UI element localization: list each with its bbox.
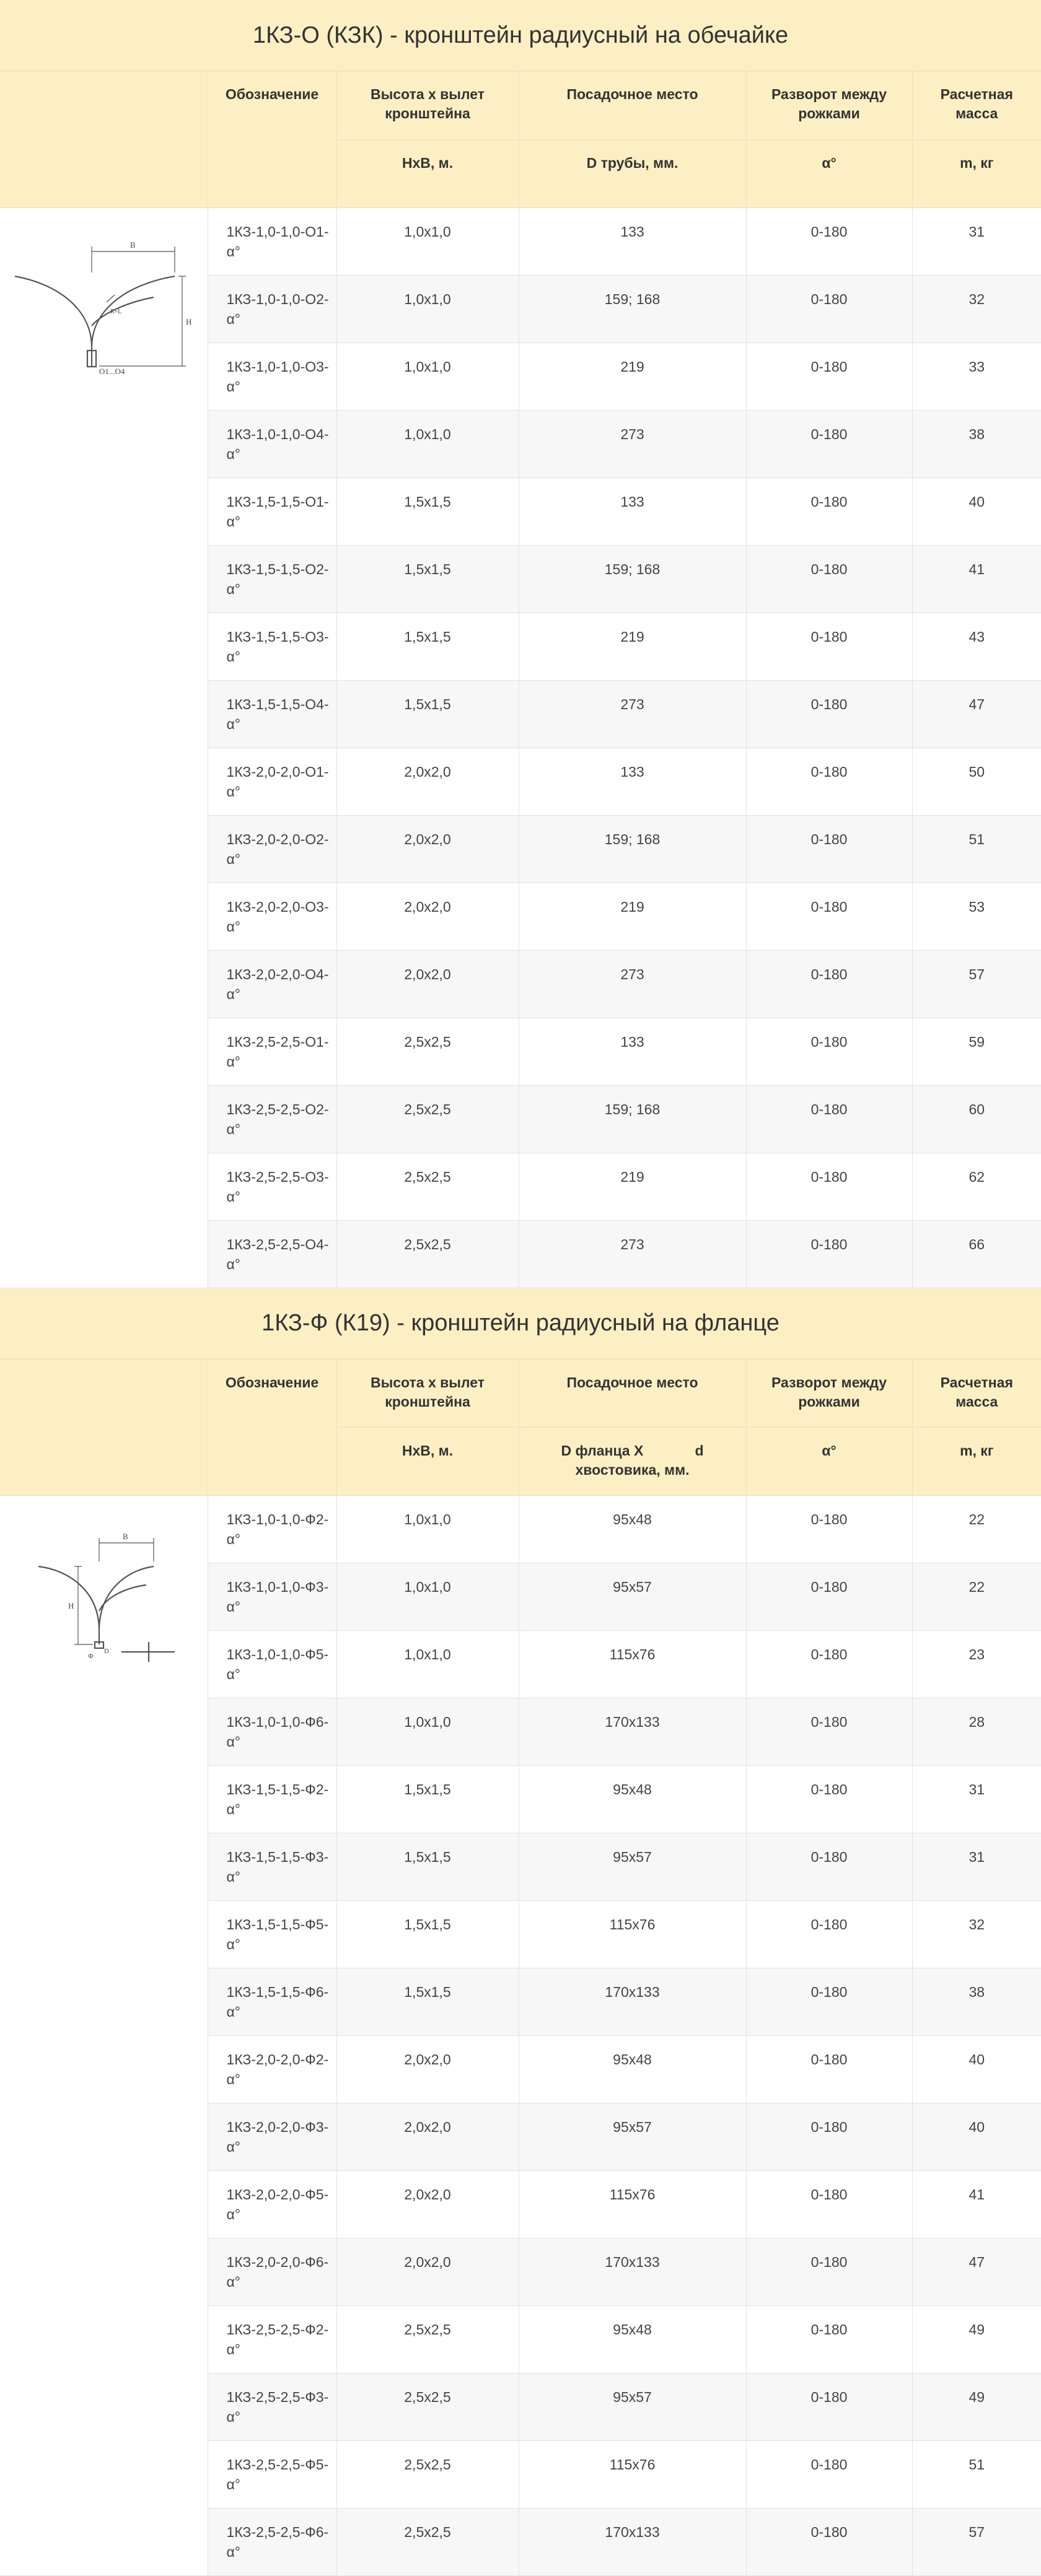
header-seat: Посадочное место [519, 71, 746, 139]
cell-seat: 159; 168 [519, 815, 746, 883]
cell-seat: 273 [519, 410, 746, 478]
cell-mass: 31 [912, 1766, 1041, 1833]
cell-rotation: 0-180 [746, 1631, 912, 1698]
cell-seat: 219 [519, 883, 746, 950]
header-hv: Высота х вылет кронштейна [336, 71, 519, 139]
cell-seat: 170х133 [519, 2238, 746, 2306]
header-name: Обозначение [208, 1360, 336, 1496]
cell-rotation: 0-180 [746, 2036, 912, 2103]
cell-rotation: 0-180 [746, 1220, 912, 1288]
cell-name: 1КЗ-2,0-2,0-О2-α° [208, 815, 336, 883]
header-blank [0, 71, 208, 207]
header-mass-unit: m, кг [912, 139, 1041, 207]
header-name: Обозначение [208, 71, 336, 207]
header-rotation-unit: α° [746, 139, 912, 207]
bracket-drawing [0, 233, 204, 375]
header-seat-unit: D трубы, мм. [519, 139, 746, 207]
spec-table [0, 71, 1041, 1288]
cell-name: 1КЗ-1,5-1,5-Ф5-α° [208, 1901, 336, 1968]
cell-rotation: 0-180 [746, 1496, 912, 1563]
cell-seat: 159; 168 [519, 545, 746, 613]
cell-name: 1КЗ-1,5-1,5-О4-α° [208, 680, 336, 748]
cell-hv: 2,0х2,0 [336, 2036, 519, 2103]
cell-seat: 219 [519, 1153, 746, 1220]
cell-name: 1КЗ-2,5-2,5-Ф3-α° [208, 2373, 336, 2441]
cell-rotation: 0-180 [746, 2238, 912, 2306]
cell-mass: 40 [912, 478, 1041, 545]
cell-name: 1КЗ-2,0-2,0-О4-α° [208, 950, 336, 1018]
cell-rotation: 0-180 [746, 2171, 912, 2238]
cell-hv: 1,5х1,5 [336, 1968, 519, 2036]
cell-mass: 38 [912, 410, 1041, 478]
cell-name: 1КЗ-1,5-1,5-О3-α° [208, 613, 336, 680]
cell-name: 1КЗ-1,0-1,0-О4-α° [208, 410, 336, 478]
cell-hv: 2,0х2,0 [336, 2171, 519, 2238]
cell-seat: 115х76 [519, 2171, 746, 2238]
cell-hv: 2,5х2,5 [336, 2306, 519, 2373]
header-mass: Расчетная масса [912, 1360, 1041, 1428]
cell-name: 1КЗ-2,5-2,5-О2-α° [208, 1085, 336, 1153]
cell-seat: 159; 168 [519, 275, 746, 343]
cell-mass: 23 [912, 1631, 1041, 1698]
cell-rotation: 0-180 [746, 343, 912, 410]
cell-name: 1КЗ-2,5-2,5-О1-α° [208, 1018, 336, 1085]
cell-hv: 1,5х1,5 [336, 613, 519, 680]
cell-name: 1КЗ-2,5-2,5-О3-α° [208, 1153, 336, 1220]
cell-hv: 1,0х1,0 [336, 1631, 519, 1698]
cell-mass: 31 [912, 207, 1041, 275]
cell-mass: 38 [912, 1968, 1041, 2036]
cell-seat: 273 [519, 680, 746, 748]
cell-rotation: 0-180 [746, 950, 912, 1018]
cell-seat: 95х48 [519, 1496, 746, 1563]
cell-seat: 133 [519, 207, 746, 275]
section-k19 [0, 1288, 1041, 2576]
cell-name: 1КЗ-1,5-1,5-О1-α° [208, 478, 336, 545]
cell-seat: 170х133 [519, 1698, 746, 1766]
cell-seat: 273 [519, 1220, 746, 1288]
cell-seat: 95х48 [519, 1766, 746, 1833]
label-o: О1...О4 [99, 367, 125, 375]
cell-name: 1КЗ-2,0-2,0-Ф5-α° [208, 2171, 336, 2238]
cell-hv: 2,5х2,5 [336, 1220, 519, 1288]
cell-hv: 1,0х1,0 [336, 1698, 519, 1766]
cell-name: 1КЗ-1,5-1,5-О2-α° [208, 545, 336, 613]
cell-mass: 28 [912, 1698, 1041, 1766]
cell-rotation: 0-180 [746, 1563, 912, 1631]
bracket-drawing [0, 1521, 204, 1663]
header-blank [0, 1360, 208, 1496]
cell-name: 1КЗ-1,0-1,0-Ф3-α° [208, 1563, 336, 1631]
cell-mass: 50 [912, 748, 1041, 815]
label-r: R=L [110, 308, 121, 315]
table-row [0, 207, 1041, 275]
cell-name: 1КЗ-2,5-2,5-Ф5-α° [208, 2441, 336, 2508]
cell-mass: 31 [912, 1833, 1041, 1901]
table-row [0, 1496, 1041, 1563]
seat-unit-c: хвостовика, мм. [576, 1462, 690, 1478]
cell-rotation: 0-180 [746, 883, 912, 950]
seat-unit-a: D фланца Х [561, 1441, 644, 1460]
cell-hv: 2,0х2,0 [336, 2103, 519, 2171]
cell-rotation: 0-180 [746, 2441, 912, 2508]
label-b: В [130, 240, 136, 250]
cell-seat: 95х57 [519, 2103, 746, 2171]
cell-name: 1КЗ-1,0-1,0-О1-α° [208, 207, 336, 275]
cell-name: 1КЗ-2,5-2,5-Ф2-α° [208, 2306, 336, 2373]
cell-mass: 32 [912, 275, 1041, 343]
cell-seat: 170х133 [519, 2508, 746, 2576]
cell-seat: 95х57 [519, 2373, 746, 2441]
cell-hv: 2,5х2,5 [336, 1018, 519, 1085]
cell-rotation: 0-180 [746, 613, 912, 680]
spec-table [0, 1360, 1041, 2576]
cell-hv: 2,5х2,5 [336, 2508, 519, 2576]
cell-hv: 1,0х1,0 [336, 410, 519, 478]
cell-name: 1КЗ-1,0-1,0-О3-α° [208, 343, 336, 410]
cell-mass: 43 [912, 613, 1041, 680]
cell-name: 1КЗ-1,0-1,0-Ф2-α° [208, 1496, 336, 1563]
cell-rotation: 0-180 [746, 2508, 912, 2576]
cell-name: 1КЗ-2,5-2,5-Ф6-α° [208, 2508, 336, 2576]
cell-seat: 133 [519, 1018, 746, 1085]
cell-hv: 2,0х2,0 [336, 748, 519, 815]
cell-hv: 1,0х1,0 [336, 275, 519, 343]
cell-mass: 22 [912, 1496, 1041, 1563]
cell-rotation: 0-180 [746, 545, 912, 613]
cell-mass: 22 [912, 1563, 1041, 1631]
cell-rotation: 0-180 [746, 1968, 912, 2036]
cell-rotation: 0-180 [746, 2306, 912, 2373]
cell-hv: 1,5х1,5 [336, 1766, 519, 1833]
cell-seat: 95х48 [519, 2306, 746, 2373]
cell-hv: 2,0х2,0 [336, 950, 519, 1018]
cell-hv: 2,5х2,5 [336, 2373, 519, 2441]
cell-mass: 53 [912, 883, 1041, 950]
cell-mass: 66 [912, 1220, 1041, 1288]
cell-name: 1КЗ-1,0-1,0-Ф6-α° [208, 1698, 336, 1766]
cell-rotation: 0-180 [746, 1833, 912, 1901]
cell-hv: 1,0х1,0 [336, 207, 519, 275]
cell-hv: 1,5х1,5 [336, 1833, 519, 1901]
cell-seat: 219 [519, 343, 746, 410]
section-title: 1КЗ-О (КЗК) - кронштейн радиусный на обечайке [0, 0, 1041, 71]
cell-seat: 95х57 [519, 1833, 746, 1901]
cell-rotation: 0-180 [746, 410, 912, 478]
cell-hv: 1,0х1,0 [336, 1563, 519, 1631]
cell-seat: 273 [519, 950, 746, 1018]
section-title: 1КЗ-Ф (К19) - кронштейн радиусный на фланце [0, 1288, 1041, 1360]
cell-name: 1КЗ-2,5-2,5-О4-α° [208, 1220, 336, 1288]
cell-rotation: 0-180 [746, 1698, 912, 1766]
header-mass-unit: m, кг [912, 1428, 1041, 1496]
cell-hv: 2,0х2,0 [336, 815, 519, 883]
cell-seat: 115х76 [519, 1901, 746, 1968]
cell-rotation: 0-180 [746, 1766, 912, 1833]
cell-hv: 2,5х2,5 [336, 2441, 519, 2508]
bracket-drawing-cell [0, 207, 208, 1288]
cell-seat: 159; 168 [519, 1085, 746, 1153]
seat-unit-b: d [695, 1441, 703, 1460]
label-h: Н [186, 317, 191, 326]
header-rotation: Разворот между рожками [746, 1360, 912, 1428]
header-rotation-unit: α° [746, 1428, 912, 1496]
cell-seat: 133 [519, 748, 746, 815]
bracket-drawing-cell [0, 1496, 208, 2576]
cell-hv: 1,5х1,5 [336, 478, 519, 545]
cell-name: 1КЗ-2,0-2,0-О1-α° [208, 748, 336, 815]
cell-rotation: 0-180 [746, 680, 912, 748]
cell-mass: 59 [912, 1018, 1041, 1085]
cell-hv: 2,5х2,5 [336, 1153, 519, 1220]
cell-hv: 2,5х2,5 [336, 1085, 519, 1153]
header-seat: Посадочное место [519, 1360, 746, 1428]
cell-hv: 1,0х1,0 [336, 343, 519, 410]
cell-mass: 57 [912, 2508, 1041, 2576]
cell-rotation: 0-180 [746, 2373, 912, 2441]
cell-mass: 47 [912, 2238, 1041, 2306]
cell-mass: 51 [912, 2441, 1041, 2508]
cell-mass: 47 [912, 680, 1041, 748]
cell-seat: 133 [519, 478, 746, 545]
cell-mass: 41 [912, 2171, 1041, 2238]
cell-mass: 33 [912, 343, 1041, 410]
header-hv-unit: НхВ, м. [336, 1428, 519, 1496]
cell-name: 1КЗ-1,5-1,5-Ф6-α° [208, 1968, 336, 2036]
cell-seat: 95х48 [519, 2036, 746, 2103]
cell-mass: 57 [912, 950, 1041, 1018]
cell-mass: 60 [912, 1085, 1041, 1153]
cell-rotation: 0-180 [746, 1085, 912, 1153]
cell-hv: 2,0х2,0 [336, 883, 519, 950]
cell-name: 1КЗ-2,0-2,0-Ф2-α° [208, 2036, 336, 2103]
cell-hv: 1,5х1,5 [336, 680, 519, 748]
cell-seat: 95х57 [519, 1563, 746, 1631]
header-seat-unit [519, 1428, 746, 1496]
cell-rotation: 0-180 [746, 478, 912, 545]
cell-rotation: 0-180 [746, 748, 912, 815]
cell-rotation: 0-180 [746, 207, 912, 275]
cell-mass: 40 [912, 2103, 1041, 2171]
cell-rotation: 0-180 [746, 1018, 912, 1085]
cell-mass: 62 [912, 1153, 1041, 1220]
cell-mass: 40 [912, 2036, 1041, 2103]
cell-hv: 1,5х1,5 [336, 1901, 519, 1968]
label-f: Ф [88, 1653, 94, 1660]
cell-seat: 219 [519, 613, 746, 680]
cell-rotation: 0-180 [746, 815, 912, 883]
cell-name: 1КЗ-1,5-1,5-Ф3-α° [208, 1833, 336, 1901]
cell-rotation: 0-180 [746, 275, 912, 343]
cell-mass: 51 [912, 815, 1041, 883]
header-rotation: Разворот между рожками [746, 71, 912, 139]
cell-mass: 32 [912, 1901, 1041, 1968]
cell-seat: 170х133 [519, 1968, 746, 2036]
header-hv-unit: НхВ, м. [336, 139, 519, 207]
label-h: Н [68, 1601, 74, 1610]
cell-name: 1КЗ-1,0-1,0-Ф5-α° [208, 1631, 336, 1698]
cell-rotation: 0-180 [746, 1901, 912, 1968]
cell-name: 1КЗ-2,0-2,0-Ф6-α° [208, 2238, 336, 2306]
label-d: D [104, 1648, 109, 1655]
cell-seat: 115х76 [519, 2441, 746, 2508]
cell-name: 1КЗ-1,5-1,5-Ф2-α° [208, 1766, 336, 1833]
cell-hv: 2,0х2,0 [336, 2238, 519, 2306]
cell-rotation: 0-180 [746, 2103, 912, 2171]
cell-mass: 49 [912, 2373, 1041, 2441]
cell-name: 1КЗ-2,0-2,0-Ф3-α° [208, 2103, 336, 2171]
cell-mass: 41 [912, 545, 1041, 613]
cell-hv: 1,0х1,0 [336, 1496, 519, 1563]
header-mass: Расчетная масса [912, 71, 1041, 139]
cell-name: 1КЗ-2,0-2,0-О3-α° [208, 883, 336, 950]
cell-rotation: 0-180 [746, 1153, 912, 1220]
cell-seat: 115х76 [519, 1631, 746, 1698]
label-b: В [123, 1532, 128, 1541]
cell-mass: 49 [912, 2306, 1041, 2373]
header-hv: Высота х вылет кронштейна [336, 1360, 519, 1428]
cell-hv: 1,5х1,5 [336, 545, 519, 613]
cell-name: 1КЗ-1,0-1,0-О2-α° [208, 275, 336, 343]
